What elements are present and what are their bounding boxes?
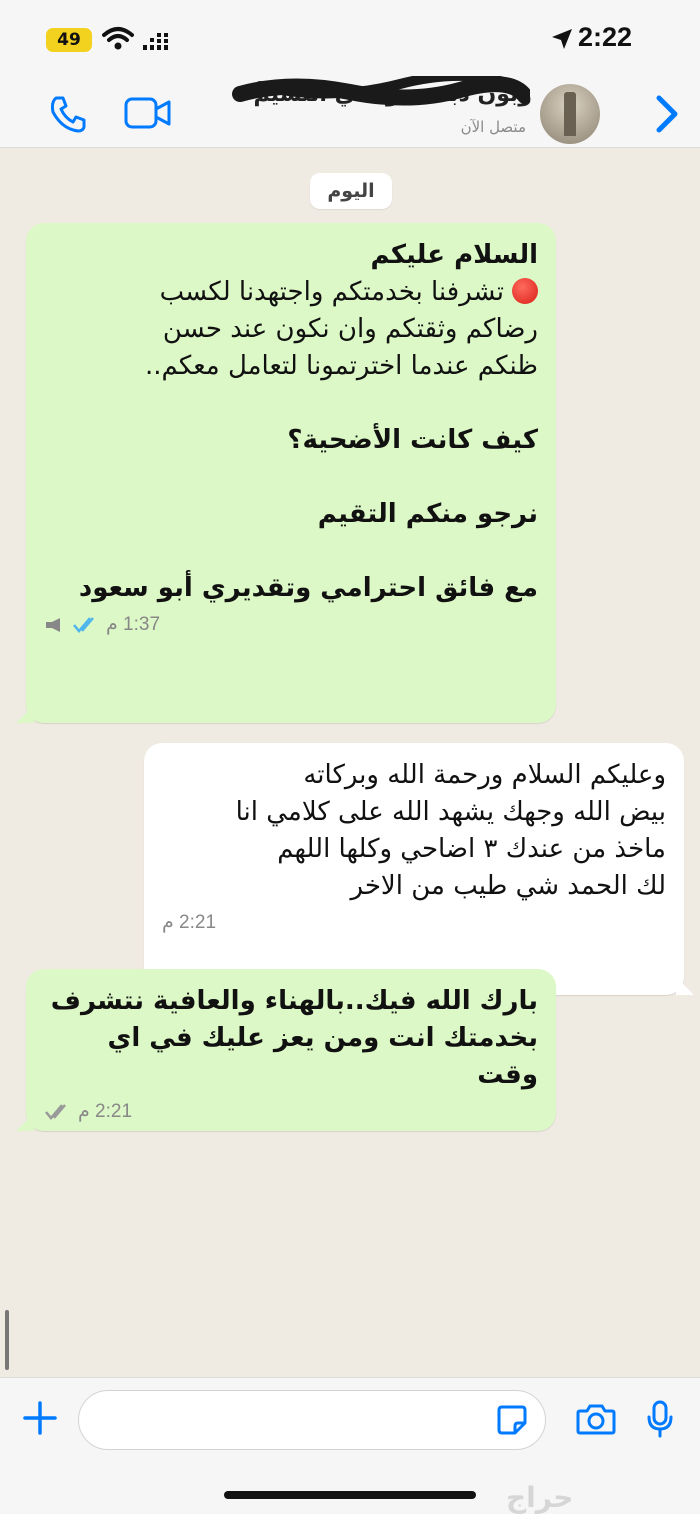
message-line: السلام عليكم [370,240,538,270]
location-arrow-icon [550,27,574,51]
watermark-logo: حراج [506,1481,574,1514]
message-line: كيف كانت الأضحية؟ [287,425,538,455]
avatar[interactable] [540,84,600,144]
sticker-icon[interactable] [496,1404,528,1436]
date-separator: اليوم [310,173,392,209]
status-time: 2:22 [578,22,633,52]
message-meta [162,911,666,934]
redaction-scribble [230,76,530,112]
avatar-tower-shape [564,92,576,136]
microphone-icon[interactable] [646,1400,674,1438]
home-indicator[interactable] [224,1491,476,1499]
message-line: بارك الله فيك..بالهناء والعافية نتشرف [50,986,538,1016]
message-line: بخدمتك انت ومن يعز عليك في اي [107,1023,538,1053]
message-line: نرجو منكم التقيم [317,499,538,529]
message-time: 1:37 م [106,614,161,635]
message-bubble-incoming[interactable] [144,743,684,995]
message-line: رضاكم وثقتكم وان نكون عند حسن [162,314,538,344]
battery-indicator: 49 [46,28,92,52]
cellular-signal-icon [142,30,172,52]
message-line: لك الحمد شي طيب من الاخر [350,871,666,901]
message-line: مع فائق احترامي وتقديري أبو سعود [78,573,538,603]
message-line: بيض الله وجهك يشهد الله على كلامي انا [235,797,666,827]
message-bubble-outgoing[interactable] [26,969,556,1131]
status-bar [0,0,700,80]
message-input[interactable] [78,1390,546,1450]
megaphone-icon [44,616,66,634]
message-bubble-outgoing[interactable] [26,223,556,723]
message-line: ظنكم عندما اخترتمونا لتعامل معكم.. [145,351,538,381]
chat-area[interactable] [0,149,700,1377]
message-line: وعليكم السلام ورحمة الله وبركاته [303,760,666,790]
wifi-icon [102,26,134,52]
scroll-indicator[interactable] [5,1310,9,1370]
message-time: 2:21 م [78,1101,133,1122]
red-circle-emoji [512,278,538,304]
message-line: وقت [477,1060,538,1090]
message-time: 2:21 م [162,912,217,933]
chevron-right-icon[interactable] [654,94,680,134]
video-camera-icon[interactable] [124,96,172,130]
delivered-receipt-icon [44,1103,72,1121]
contact-status: متصل الآن [460,118,526,136]
message-meta [44,1100,538,1123]
phone-icon[interactable] [48,94,88,134]
chat-header [0,80,700,148]
read-receipt-icon [72,616,100,634]
message-input-bar [0,1377,700,1514]
plus-icon[interactable] [22,1400,58,1436]
message-line: ماخذ من عندك ٣ اضاحي وكلها اللهم [277,834,666,864]
camera-icon[interactable] [576,1402,616,1436]
message-meta [44,613,538,636]
contact-name[interactable]: وبون ذبحة مواشي النسيم [253,82,532,107]
message-line: تشرفنا بخدمتكم واجتهدنا لكسب [44,274,538,311]
